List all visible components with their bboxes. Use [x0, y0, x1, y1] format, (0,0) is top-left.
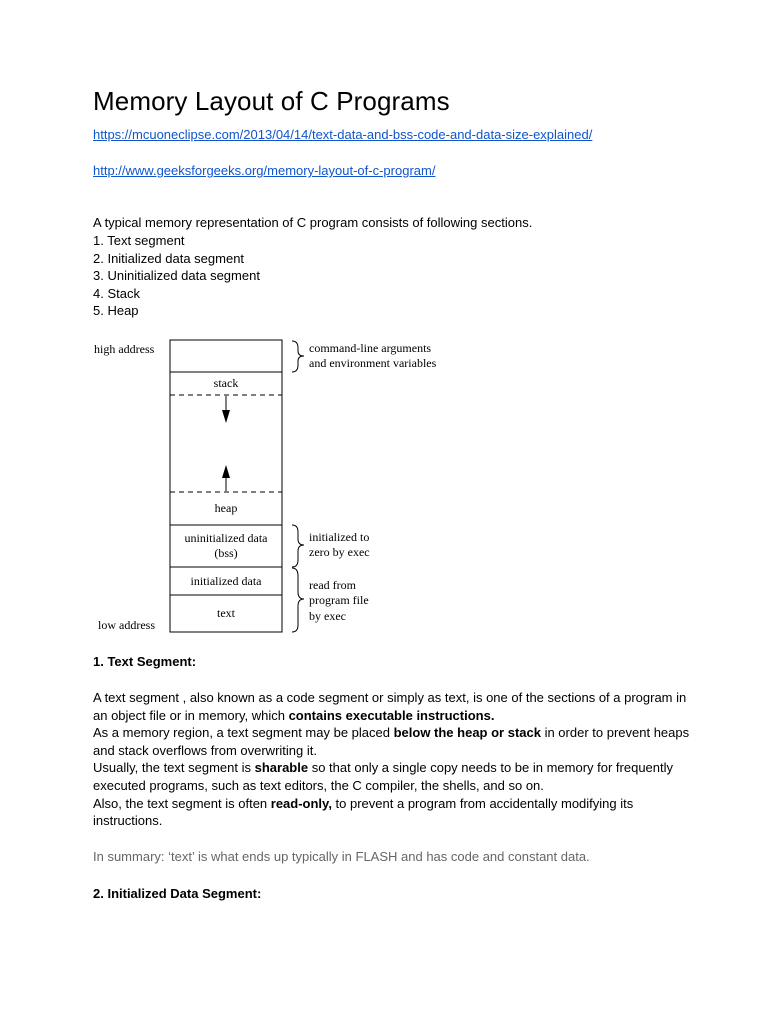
- cmdline-annotation-line2: and environment variables: [309, 356, 437, 370]
- read-annotation-line3: by exec: [309, 609, 346, 623]
- text-segment-p3-tail: so that only a single copy needs to be in memory for frequently executed programs, such as text editors, the C compiler, the shells, and so on.: [93, 760, 674, 793]
- text-segment-p4-tail: to prevent a program from accidentally modifying its instructions.: [93, 795, 634, 829]
- brace-args: [292, 341, 304, 372]
- link-mcuoneclipse[interactable]: https://mcuoneclipse.com/2013/04/14/text-data-and-bss-code-and-data-size-explained/: [93, 127, 593, 142]
- sections-list: [93, 232, 260, 320]
- text-segment-p1: A text segment , also known as a code segment or simply as text, is one of the sections of a program in an object file or in memory, which: [93, 690, 687, 723]
- link-geeksforgeeks[interactable]: http://www.geeksforgeeks.org/memory-layout-of-c-program/: [93, 163, 436, 178]
- bss-label: (bss): [214, 546, 238, 560]
- read-annotation-line2: program file: [309, 593, 369, 607]
- text-segment-p2-tail: in order to prevent heaps and stack overflows from overwriting it.: [93, 725, 690, 758]
- low-address-label: low address: [98, 618, 155, 632]
- brace-init-text: [292, 568, 304, 632]
- read-only-emphasis: read-only,: [270, 795, 332, 811]
- text-segment-paragraph: [93, 689, 693, 830]
- initialized-data-heading: 2. Initialized Data Segment:: [93, 886, 262, 901]
- text-segment-p3: Usually, the text segment is: [93, 760, 255, 776]
- below-heap-stack-emphasis: below the heap or stack: [393, 725, 541, 741]
- text-segment-heading: 1. Text Segment:: [93, 654, 197, 669]
- intro-text: A typical memory representation of C program consists of following sections.: [93, 215, 533, 230]
- read-annotation-line1: read from: [309, 578, 356, 592]
- bss-annotation-line1: initialized to: [309, 530, 370, 544]
- text-label: text: [217, 606, 235, 620]
- sharable-emphasis: sharable: [254, 760, 309, 776]
- list-item: 5. Heap: [93, 303, 139, 318]
- cmdline-annotation-line1: command-line arguments: [309, 341, 432, 355]
- heap-up-arrow-icon: [222, 465, 230, 478]
- stack-down-arrow-icon: [222, 410, 230, 423]
- memory-layout-diagram: [92, 336, 492, 638]
- initialized-data-label: initialized data: [190, 574, 262, 588]
- heap-label: heap: [214, 501, 238, 515]
- list-item: 1. Text segment: [93, 233, 185, 248]
- page-title: Memory Layout of C Programs: [93, 86, 450, 116]
- text-segment-p4: Also, the text segment is often: [93, 795, 271, 811]
- list-item: 4. Stack: [93, 285, 140, 301]
- list-item: 2. Initialized data segment: [93, 250, 245, 266]
- stack-label: stack: [213, 376, 239, 390]
- executable-instructions-emphasis: contains executable instructions.: [288, 707, 495, 723]
- text-segment-summary: In summary: ‘text’ is what ends up typically in FLASH and has code and constant data.: [93, 849, 590, 864]
- list-item: 3. Uninitialized data segment: [93, 268, 260, 283]
- high-address-label: high address: [94, 342, 155, 356]
- uninitialized-data-label: uninitialized data: [184, 531, 268, 545]
- text-segment-p2: As a memory region, a text segment may be placed: [93, 725, 394, 741]
- brace-bss: [292, 525, 304, 567]
- bss-annotation-line2: zero by exec: [309, 545, 370, 559]
